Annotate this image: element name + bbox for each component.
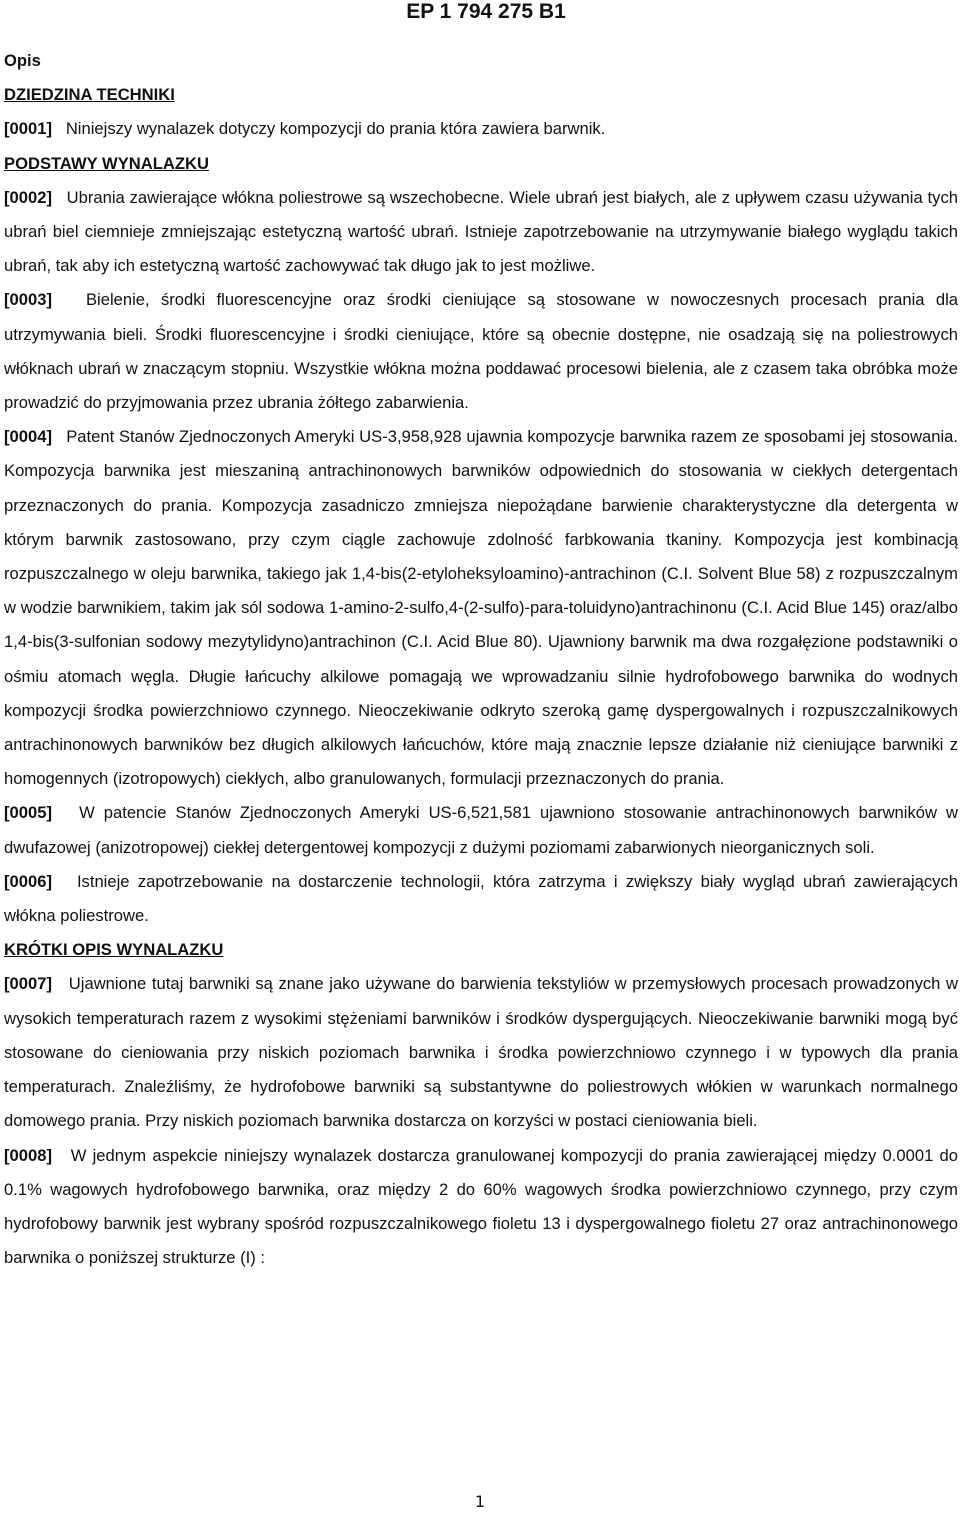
document-number: EP 1 794 275 B1 [406, 0, 566, 23]
paragraph-text: Patent Stanów Zjednoczonych Ameryki US-3,958,928 ujawnia kompozycje barwnika razem ze sposobami jej stosowania. Kompozycja barwnika jest mieszaniną antrachinonowych barwników odpowiednich do stosowania w ciekłych detergentach przeznaczonych do prania. Kompozycja zasadniczo zmniejsza niepożądane barwienie charakterystyczne dla detergenta w którym barwnik zastosowano, przy czym ciągle zachowuje zdolność farbkowania tkaniny. Kompozycja jest kombinacją rozpuszczalnego w oleju barwnika, takiego jak 1,4-bis(2-etyloheksyloamino)-antrachinon (C.I. Solvent Blue 58) z rozpuszczalnym w wodzie barwnikiem, takim jak sól sodowa 1-amino-2-sulfo,4-(2-sulfo)-para-toluidyno)antrachinonu (C.I. Acid Blue 145) oraz/albo 1,4-bis(3-sulfonian sodowy mezytylidyno)antrachinon (C.I. Acid Blue 80). Ujawniony barwnik ma dwa rozgałęzione podstawniki o ośmiu atomach węgla. Długie łańcuchy alkilowe pomagają we wprowadzaniu silnie hydrofobowego barwnika do wodnych kompozycji środka powierzchniowo czynnego. Nieoczekiwanie odkryto szeroką gamę dyspergowalnych i rozpuszczalnikowych antrachinonowych barwników bez długich alkilowych łańcuchów, które mają znacznie lepsze działanie niż cieniujące barwniki z homogennych (izotropowych) ciekłych, albo granulowanych, formulacji przeznaczonych do prania. [4, 427, 958, 789]
paragraph-text: W jednym aspekcie niniejszy wynalazek dostarcza granulowanej kompozycji do prania zawierającej między 0.0001 do 0.1% wagowych hydrofobowego barwnika, oraz między 2 do 60% wagowych środka powierzchniowo czynnego, przy czym hydrofobowy barwnik jest wybrany spośród rozpuszczalnikowego fioletu 13 i dyspergowalnego fioletu 27 oraz antrachinonowego barwnika o poniższej strukturze (I) : [4, 1145, 958, 1268]
paragraph-0005 [4, 796, 958, 864]
paragraph-0003 [4, 283, 958, 420]
page-number: 1 [474, 1492, 486, 1511]
paragraph-0004 [4, 420, 958, 796]
paragraph-text: Bielenie, środki fluorescencyjne oraz środki cieniujące są stosowane w nowoczesnych procesach prania dla utrzymywania bieli. Środki fluorescencyjne i środki cieniujące, które są obecnie dostępne, nie osadzają się na poliestrowych włóknach ubrań w znaczącym stopniu. Wszystkie włókna można poddawać procesowi bielenia, ale z czasem taka obróbka może prowadzić do przyjmowania przez ubrania żółtego zabarwienia. [4, 290, 958, 413]
description-title: Opis [4, 51, 41, 70]
paragraph-number: [0002] [4, 187, 52, 207]
background-title: PODSTAWY WYNALAZKU [4, 153, 209, 173]
paragraph-number: [0005] [4, 803, 52, 823]
paragraph-0002 [4, 181, 958, 284]
summary-title: KRÓTKI OPIS WYNALAZKU [4, 940, 224, 960]
paragraph-number: [0008] [4, 1145, 52, 1165]
technical-field-title: DZIEDZINA TECHNIKI [4, 85, 175, 105]
paragraph-number: [0006] [4, 871, 52, 891]
paragraph-number: [0007] [4, 974, 52, 994]
paragraph-0008 [4, 1139, 958, 1276]
paragraph-text: W patencie Stanów Zjednoczonych Ameryki US-6,521,581 ujawniono stosowanie antrachinonowych barwników w dwufazowej (anizotropowej) ciekłej detergentowej kompozycji z dużymi poziomami zabarwionych nieorganicznych soli. [4, 803, 958, 857]
paragraph-number: [0001] [4, 119, 52, 139]
paragraph-0001 [4, 112, 958, 146]
paragraph-0007 [4, 967, 958, 1138]
paragraph-text: Ujawnione tutaj barwniki są znane jako używane do barwienia tekstyliów w przemysłowych procesach prowadzonych w wysokich temperaturach razem z wysokimi stężeniami barwników i środków dyspergujących. Nieoczekiwanie barwniki mogą być stosowane do cieniowania przy niskich poziomach barwnika i środka powierzchniowo czynnego i w typowych dla prania temperaturach. Znaleźliśmy, że hydrofobowe barwniki są substantywne do poliestrowych włókien w warunkach normalnego domowego prania. Przy niskich poziomach barwnika dostarcza on korzyści w postaci cieniowania bieli. [4, 974, 958, 1131]
paragraph-number: [0004] [4, 427, 52, 447]
paragraph-number: [0003] [4, 290, 52, 310]
paragraph-0006 [4, 865, 958, 933]
paragraph-text: Ubrania zawierające włókna poliestrowe są wszechobecne. Wiele ubrań jest białych, ale z upływem czasu używania tych ubrań biel ciemnieje zmniejszając estetyczną wartość ubrań. Istnieje zapotrzebowanie na utrzymywanie białego wyglądu takich ubrań, tak aby ich estetyczną wartość zachowywać tak długo jak to jest możliwe. [4, 187, 958, 276]
document-body [4, 44, 958, 1275]
paragraph-text: Niniejszy wynalazek dotyczy kompozycji do prania która zawiera barwnik. [65, 119, 606, 139]
paragraph-text: Istnieje zapotrzebowanie na dostarczenie technologii, która zatrzyma i zwiększy biały wygląd ubrań zawierających włókna poliestrowe. [4, 871, 958, 926]
